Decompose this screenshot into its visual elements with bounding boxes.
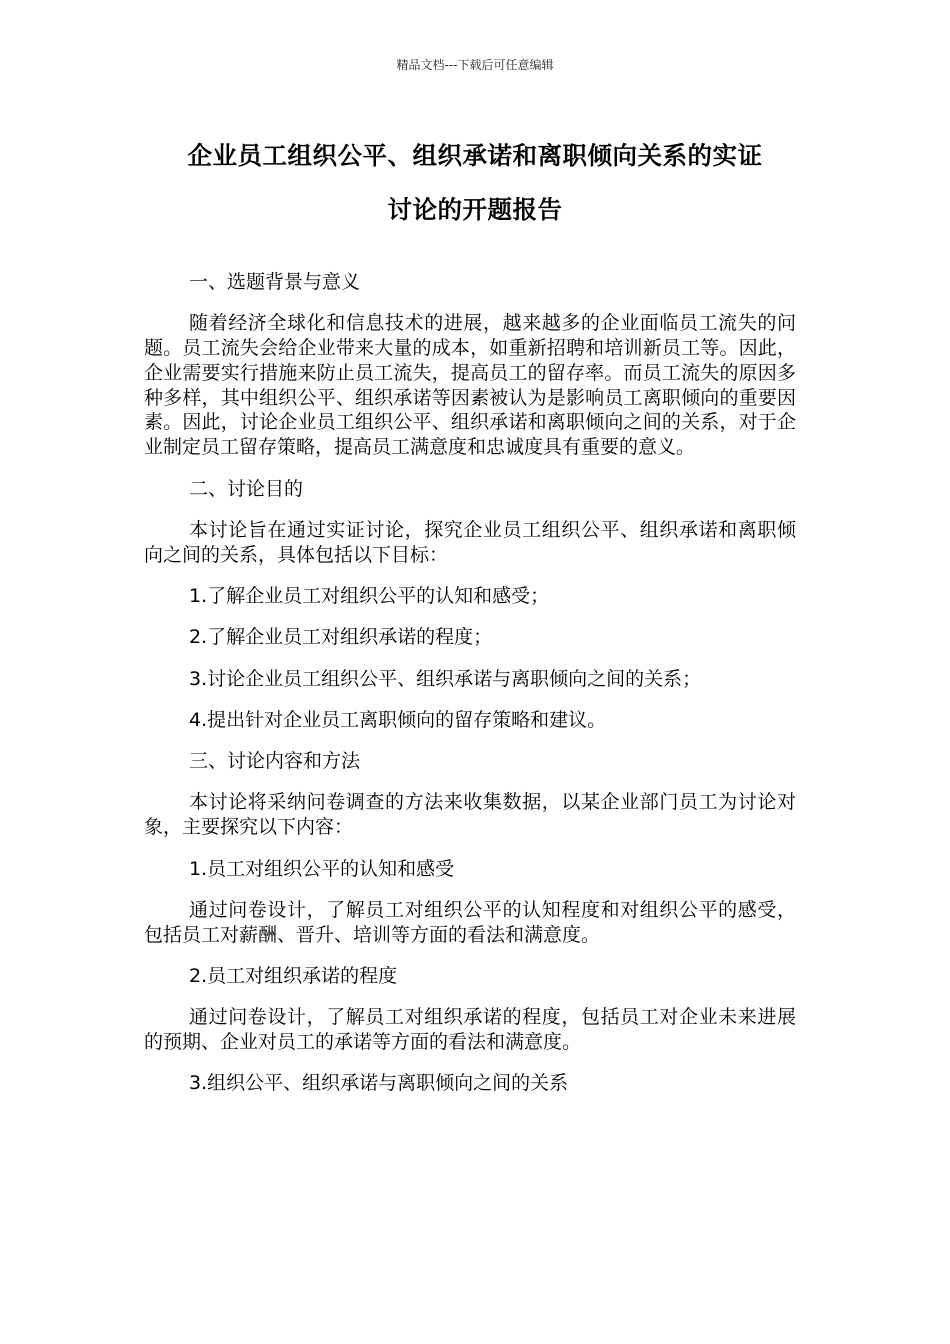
section-heading: 三、讨论内容和方法	[189, 750, 361, 773]
section-heading: 二、讨论目的	[189, 477, 304, 500]
document-title	[140, 134, 810, 232]
section-heading: 一、选题背景与意义	[189, 271, 361, 293]
title-line-2: 讨论的开题报告	[387, 195, 563, 224]
list-item: 3.讨论企业员工组织公平、组织承诺与离职倾向之间的关系；	[189, 667, 702, 690]
subsection-heading: 2.员工对组织承诺的程度	[189, 964, 398, 987]
paragraph: 本讨论旨在通过实证讨论，探究企业员工组织公平、组织承诺和离职倾向之间的关系，具体包括以下目标：	[144, 518, 796, 566]
list-item: 1.了解企业员工对组织公平的认知和感受；	[189, 584, 550, 607]
document-body	[144, 270, 796, 1096]
list-item: 2.了解企业员工对组织承诺的程度；	[189, 626, 493, 649]
subsection-heading: 3.组织公平、组织承诺与离职倾向之间的关系	[189, 1072, 569, 1095]
header-note: 精品文档---下载后可任意编辑	[396, 58, 554, 72]
paragraph: 通过问卷设计，了解员工对组织公平的认知程度和对组织公平的感受，包括员工对薪酬、晋升、培训等方面的看法和满意度。	[144, 898, 796, 946]
list-item: 4.提出针对企业员工离职倾向的留存策略和建议。	[189, 708, 607, 731]
paragraph: 通过问卷设计，了解员工对组织承诺的程度，包括员工对企业未来进展的预期、企业对员工的承诺等方面的看法和满意度。	[144, 1006, 796, 1054]
title-line-1: 企业员工组织公平、组织承诺和离职倾向关系的实证	[187, 141, 763, 170]
paragraph: 随着经济全球化和信息技术的进展，越来越多的企业面临员工流失的问题。员工流失会给企业带来大量的成本，如重新招聘和培训新员工等。因此，企业需要实行措施来防止员工流失，提高员工的留存率。而员工流失的原因多种多样，其中组织公平、组织承诺等因素被认为是影响员工离职倾向的重要因素。因此，讨论企业员工组织公平、组织承诺和离职倾向之间的关系，对于企业制定员工留存策略，提高员工满意度和忠诚度具有重要的意义。	[144, 312, 796, 459]
paragraph: 本讨论将采纳问卷调查的方法来收集数据，以某企业部门员工为讨论对象，主要探究以下内容：	[144, 791, 796, 839]
subsection-heading: 1.员工对组织公平的认知和感受	[189, 857, 455, 880]
